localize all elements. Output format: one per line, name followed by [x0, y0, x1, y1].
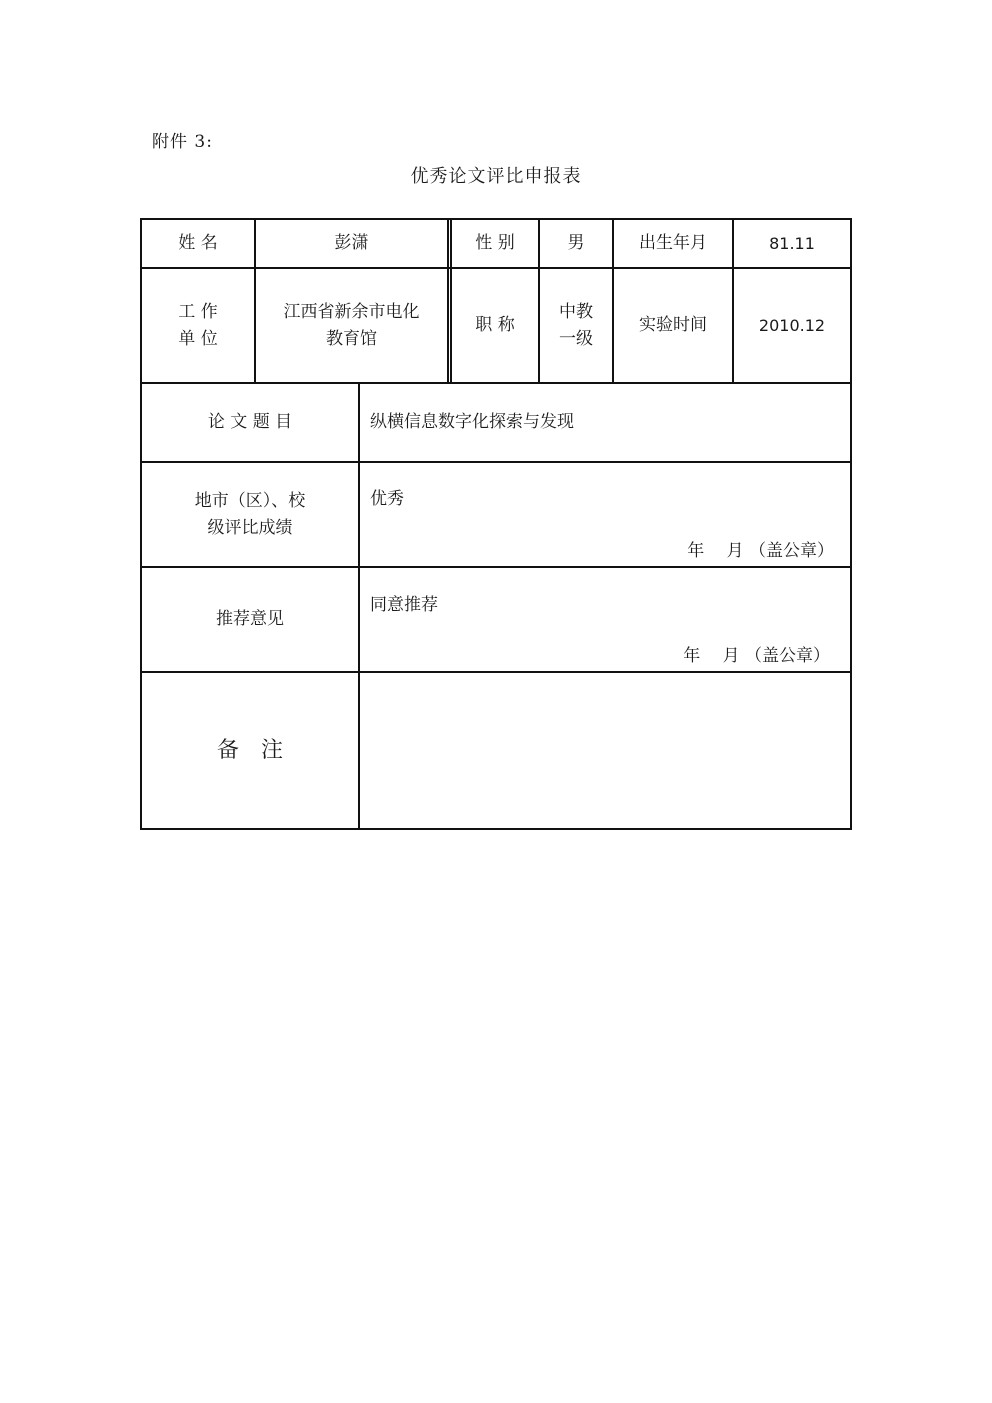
name-value: 彭潇 — [334, 233, 369, 253]
birth-label: 出生年月 — [639, 233, 707, 253]
work-unit-label-line1: 工 作 — [178, 301, 218, 322]
work-unit-value-line2: 教育馆 — [326, 328, 377, 349]
grade-label-line2: 级评比成绩 — [207, 517, 293, 538]
remarks-label: 备 注 — [216, 738, 283, 763]
work-unit-label — [142, 269, 254, 382]
title-rank-value-line2: 一级 — [559, 328, 593, 349]
experiment-time-label: 实验时间 — [639, 315, 707, 335]
form-title: 优秀论文评比申报表 — [410, 166, 582, 187]
gender-value: 男 — [567, 233, 585, 253]
grade-stamp: 年 月 （盖公章） — [687, 541, 834, 561]
recommend-label: 推荐意见 — [216, 609, 284, 629]
work-unit-label-line2: 单 位 — [178, 328, 218, 349]
recommend-stamp: 年 月 （盖公章） — [683, 646, 830, 666]
title-rank-value — [540, 269, 612, 382]
grade-label — [142, 463, 358, 566]
experiment-time-value: 2010.12 — [758, 316, 826, 335]
recommend-value: 同意推荐 — [370, 595, 438, 615]
gender-label: 性 别 — [475, 233, 515, 253]
paper-title-value: 纵横信息数字化探索与发现 — [370, 412, 574, 432]
grade-label-line1: 地市（区）、校 — [194, 490, 306, 511]
title-rank-value-line1: 中教 — [559, 301, 593, 322]
birth-value: 81.11 — [769, 234, 815, 253]
name-label: 姓 名 — [178, 233, 218, 253]
title-rank-label: 职 称 — [475, 315, 515, 335]
attachment-label: 附件 3: — [152, 132, 213, 152]
work-unit-value-line1: 江西省新余市电化 — [283, 301, 420, 322]
work-unit-value — [256, 269, 447, 382]
grade-value: 优秀 — [370, 489, 404, 509]
paper-title-label: 论 文 题 目 — [207, 412, 293, 432]
